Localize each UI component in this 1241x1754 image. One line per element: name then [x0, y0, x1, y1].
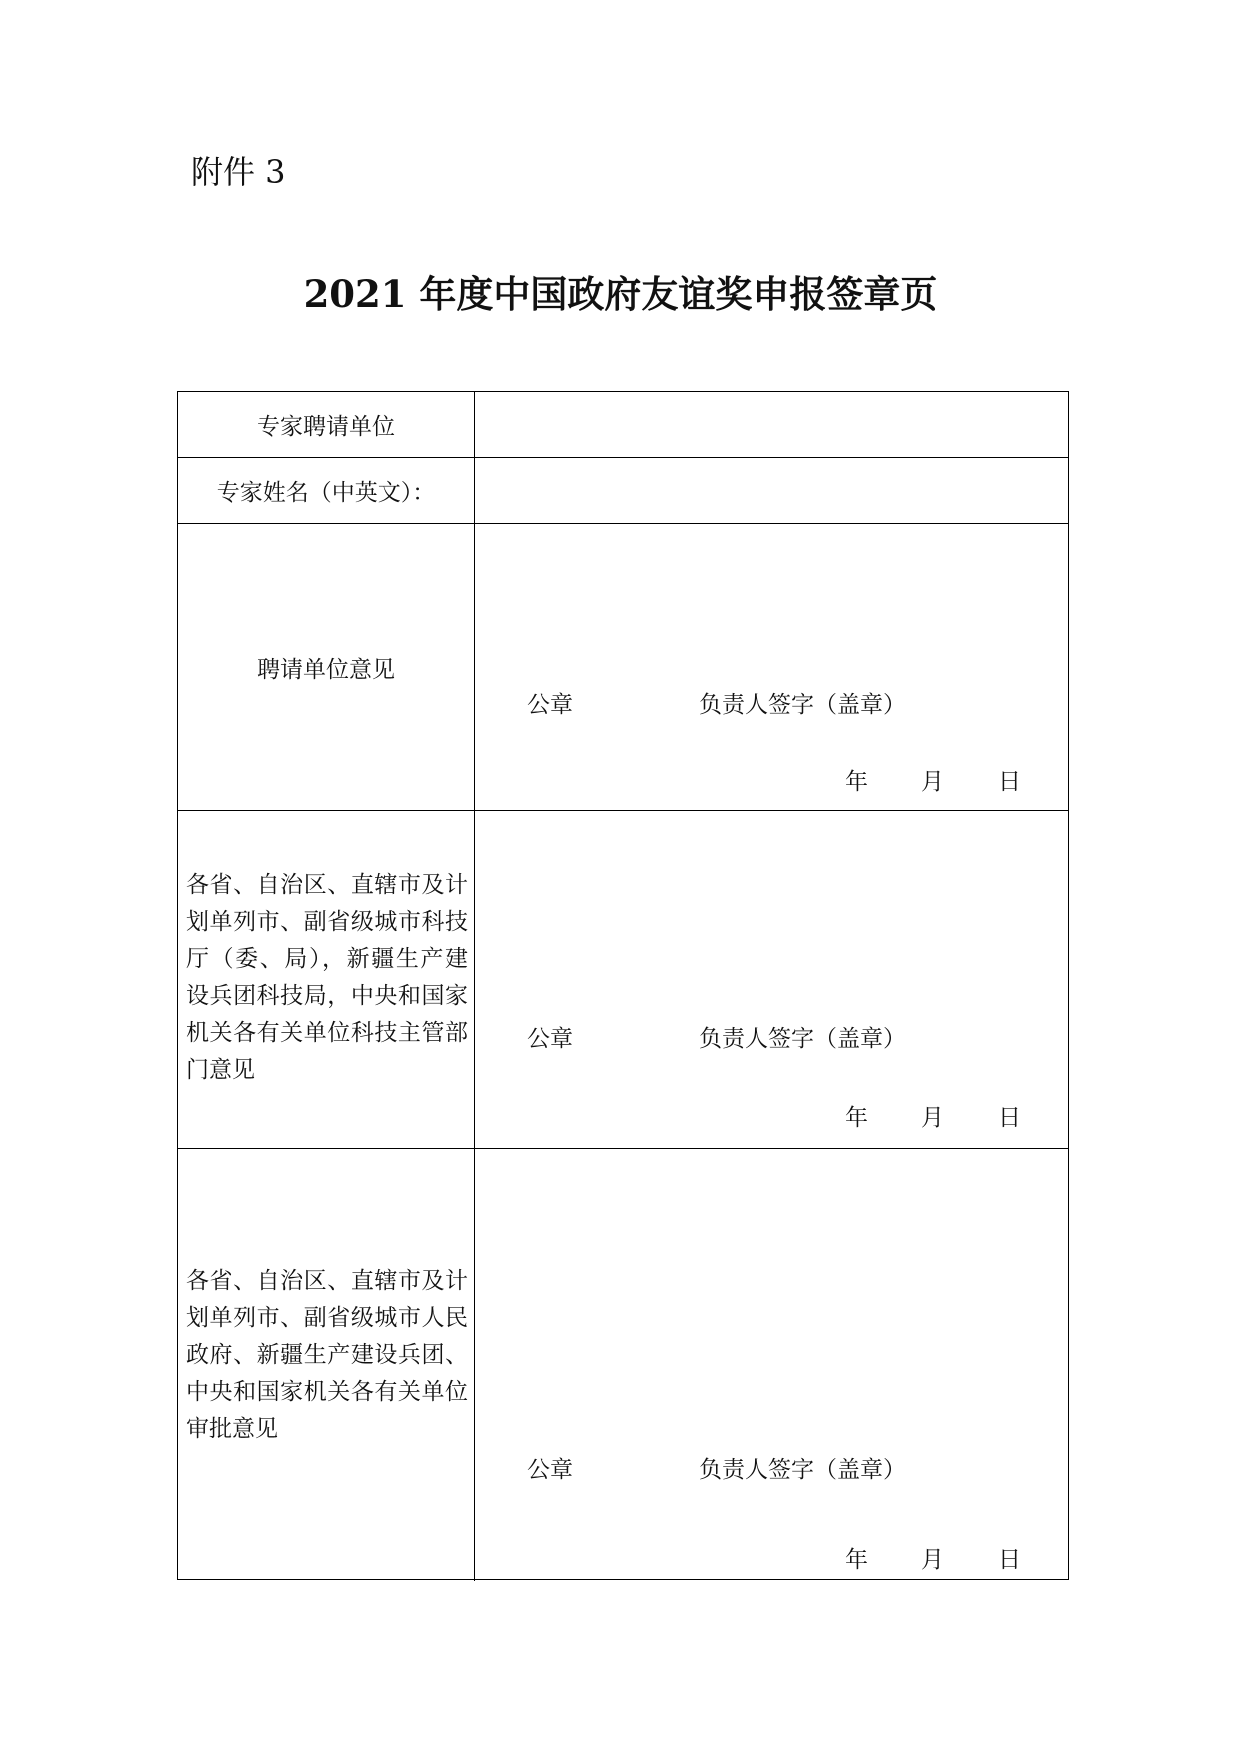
row-employer — [178, 392, 1068, 458]
attachment-label: 附件 3 — [191, 153, 286, 191]
official-seal-label: 公章 — [527, 1457, 573, 1483]
year-label: 年 — [845, 769, 868, 795]
row-approval-opinion — [178, 1149, 1068, 1581]
month-label: 月 — [921, 769, 944, 795]
signature-form-table — [177, 391, 1069, 1580]
employer-opinion-field[interactable] — [475, 524, 1068, 810]
employer-field[interactable] — [475, 392, 1068, 457]
approval-opinion-field[interactable] — [475, 1149, 1068, 1581]
signer-label: 负责人签字（盖章） — [699, 692, 906, 718]
row-employer-opinion — [178, 524, 1068, 811]
employer-label: 专家聘请单位 — [178, 392, 475, 457]
expert-name-label: 专家姓名（中英文）： — [178, 458, 475, 523]
year-label: 年 — [845, 1105, 868, 1131]
tech-dept-opinion-label: 各省、自治区、直辖市及计划单列市、副省级城市科技厅（委、局），新疆生产建设兵团科技局，中央和国家机关各有关单位科技主管部门意见 — [178, 811, 475, 1148]
page-title: 2021 年度中国政府友谊奖申报签章页 — [303, 272, 938, 316]
employer-opinion-label: 聘请单位意见 — [178, 524, 475, 810]
day-label: 日 — [998, 769, 1021, 795]
day-label: 日 — [998, 1105, 1021, 1131]
row-expert-name — [178, 458, 1068, 524]
official-seal-label: 公章 — [527, 692, 573, 718]
month-label: 月 — [921, 1105, 944, 1131]
approval-opinion-label: 各省、自治区、直辖市及计划单列市、副省级城市人民政府、新疆生产建设兵团、中央和国家机关各有关单位审批意见 — [178, 1149, 475, 1581]
day-label: 日 — [998, 1547, 1021, 1573]
official-seal-label: 公章 — [527, 1026, 573, 1052]
month-label: 月 — [921, 1547, 944, 1573]
expert-name-field[interactable] — [475, 458, 1068, 523]
row-tech-dept-opinion — [178, 811, 1068, 1149]
year-label: 年 — [845, 1547, 868, 1573]
tech-dept-opinion-field[interactable] — [475, 811, 1068, 1148]
signer-label: 负责人签字（盖章） — [699, 1026, 906, 1052]
signer-label: 负责人签字（盖章） — [699, 1457, 906, 1483]
